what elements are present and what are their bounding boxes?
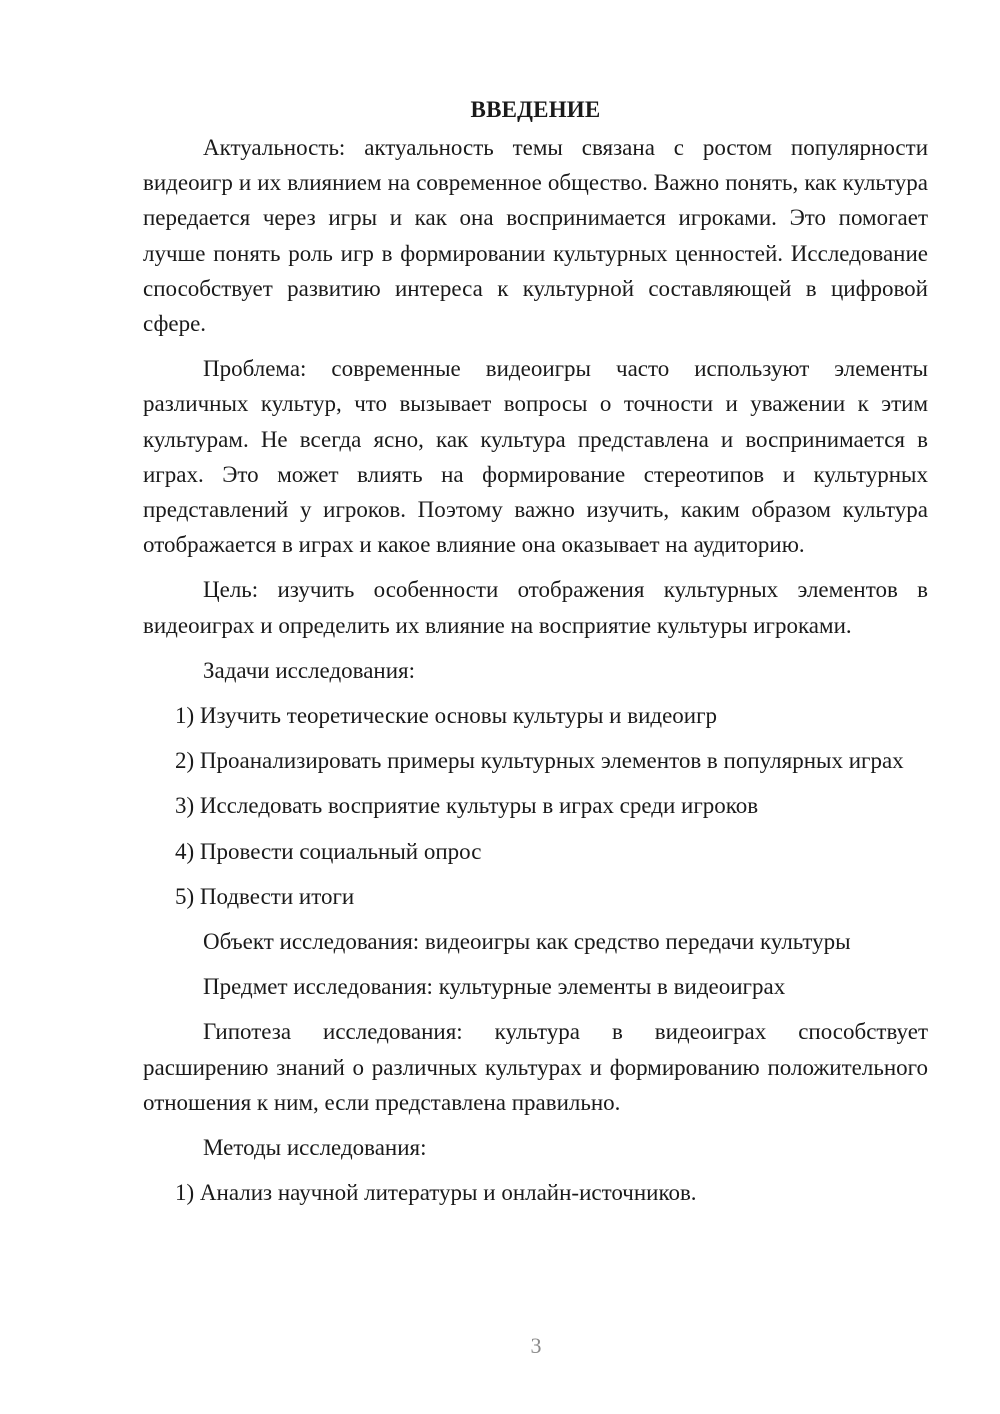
- tasks-heading: Задачи исследования:: [203, 657, 416, 683]
- task-item-1: 1) Изучить теоретические основы культуры и видеоигр: [175, 703, 718, 729]
- task-item-4: 4) Провести социальный опрос: [175, 838, 482, 864]
- task-item-2: 2) Проанализировать примеры культурных элементов в популярных играх: [175, 748, 904, 774]
- problem-paragraph: Проблема: современные видеоигры часто используют элементы различных культур, что вызывает вопросы о точности и уважении к этим культурам. Не всегда ясно, как культура представлена и воспринимается в играх. Это может влиять на формирование стереотипов и культурных представлений у игроков. Поэтому важно изучить, каким образом культура отображается в играх и какое влияние она оказывает на аудиторию.: [143, 356, 928, 558]
- page-content: [143, 92, 928, 1210]
- object-paragraph: Объект исследования: видеоигры как средство передачи культуры: [203, 929, 851, 955]
- task-item-3: 3) Исследовать восприятие культуры в играх среди игроков: [175, 793, 759, 819]
- methods-heading: Методы исследования:: [203, 1135, 427, 1161]
- page-number: 3: [530, 1333, 542, 1358]
- task-item-5: 5) Подвести итоги: [175, 883, 355, 909]
- goal-paragraph: Цель: изучить особенности отображения культурных элементов в видеоиграх и определить их влияние на восприятие культуры игроками.: [143, 577, 928, 638]
- relevance-paragraph: Актуальность: актуальность темы связана с ростом популярности видеоигр и их влиянием на современное общество. Важно понять, как культура передается через игры и как она воспринимается игроками. Это помогает лучше понять роль игр в формировании культурных ценностей. Исследование способствует развитию интереса к культурной составляющей в цифровой сфере.: [143, 135, 928, 337]
- hypothesis-paragraph: Гипотеза исследования: культура в видеоиграх способствует расширению знаний о различных культурах и формированию положительного отношения к ним, если представлена правильно.: [143, 1019, 928, 1115]
- section-title: ВВЕДЕНИЕ: [470, 97, 601, 122]
- subject-paragraph: Предмет исследования: культурные элементы в видеоиграх: [203, 974, 786, 1000]
- method-item-1: 1) Анализ научной литературы и онлайн-источников.: [175, 1180, 697, 1206]
